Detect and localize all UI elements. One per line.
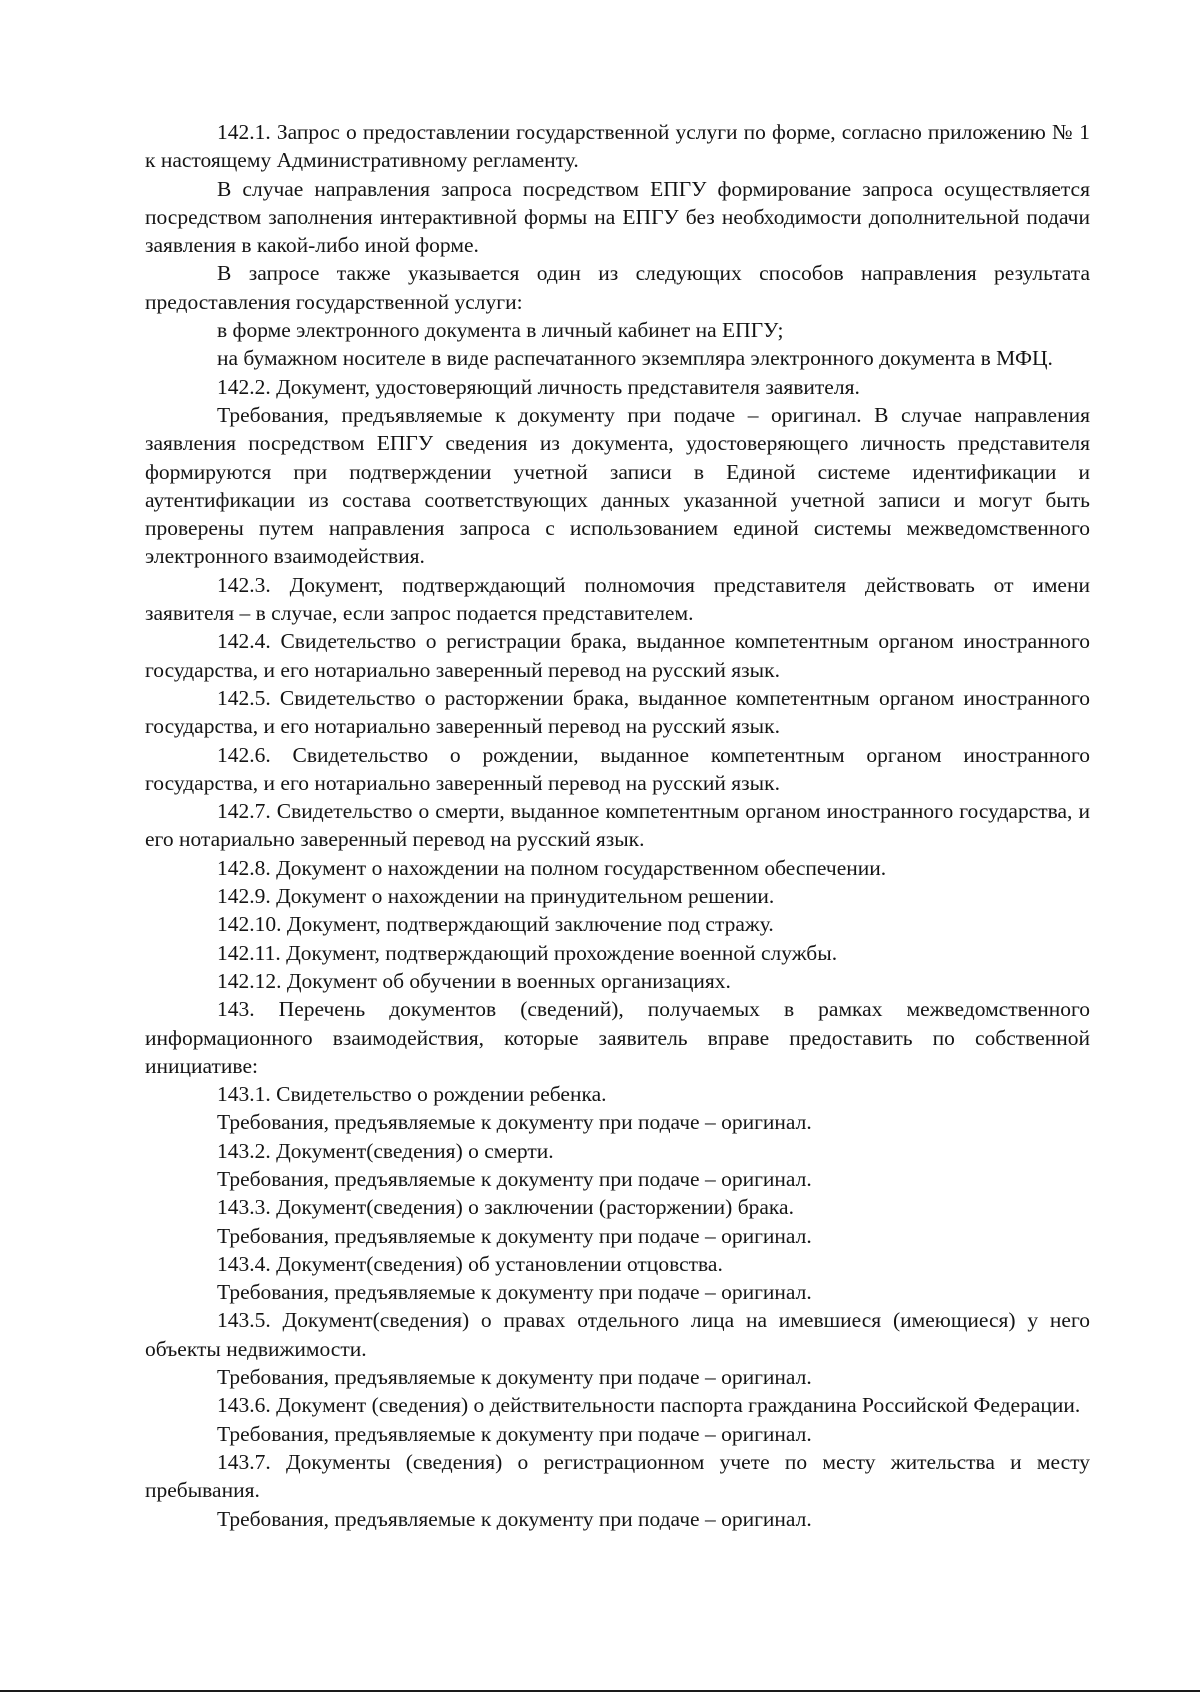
- paragraph-142-7: 142.7. Свидетельство о смерти, выданное компетентным органом иностранного государства, и его нотариально заверенный перевод на русский язык.: [145, 799, 1090, 852]
- paragraph-143-4-requirements: Требования, предъявляемые к документу при подаче – оригинал.: [217, 1280, 812, 1305]
- paragraph-142-12: 142.12. Документ об обучении в военных организациях.: [217, 968, 731, 993]
- paragraph-142-4: 142.4. Свидетельство о регистрации брака, выданное компетентным органом иностранного государства, и его нотариально заверенный перевод на русский язык.: [145, 629, 1090, 682]
- paragraph-142-10: 142.10. Документ, подтверждающий заключение под стражу.: [217, 912, 774, 937]
- paragraph-143-1-requirements: Требования, предъявляемые к документу при подаче – оригинал.: [217, 1110, 812, 1135]
- paragraph-143-3-requirements: Требования, предъявляемые к документу при подаче – оригинал.: [217, 1223, 812, 1248]
- paragraph-143-2: 143.2. Документ(сведения) о смерти.: [217, 1138, 554, 1163]
- paragraph-142-8: 142.8. Документ о нахождении на полном государственном обеспечении.: [217, 855, 887, 880]
- paragraph-142-2-requirements: Требования, предъявляемые к документу при подаче – оригинал. В случае направления заявления посредством ЕПГУ сведения из документа, удостоверяющего личность представителя формируются при подтверждении учетной записи в Единой системе идентификации и аутентификации из состава соответствующих данных указанной учетной записи и могут быть проверены путем направления запроса с использованием единой системы межведомственного электронного взаимодействия.: [145, 402, 1090, 569]
- paragraph-142-9: 142.9. Документ о нахождении на принудительном решении.: [217, 884, 775, 909]
- paragraph-142-5: 142.5. Свидетельство о расторжении брака, выданное компетентным органом иностранного государства, и его нотариально заверенный перевод на русский язык.: [145, 685, 1090, 739]
- paragraph-142-6: 142.6. Свидетельство о рождении, выданное компетентным органом иностранного государства, и его нотариально заверенный перевод на русский язык.: [145, 742, 1090, 795]
- paragraph-143-5: 143.5. Документ(сведения) о правах отдельного лица на имевшиеся (имеющиеся) у него объекты недвижимости.: [145, 1308, 1090, 1361]
- paragraph-143-5-requirements: Требования, предъявляемые к документу при подаче – оригинал.: [217, 1365, 812, 1390]
- paragraph-method-paper: на бумажном носителе в виде распечатанного экземпляра электронного документа в МФЦ.: [217, 346, 1053, 371]
- paragraph-143-4: 143.4. Документ(сведения) об установлении отцовства.: [217, 1251, 723, 1276]
- paragraph-143-6: 143.6. Документ (сведения) о действительности паспорта гражданина Российской Федерации.: [217, 1393, 1081, 1418]
- document-page: [145, 118, 1090, 1533]
- paragraph-143-2-requirements: Требования, предъявляемые к документу при подаче – оригинал.: [217, 1166, 812, 1191]
- paragraph-142-11: 142.11. Документ, подтверждающий прохождение военной службы.: [217, 940, 838, 965]
- paragraph-142-1: 142.1. Запрос о предоставлении государственной услуги по форме, согласно приложению № 1 к настоящему Административному регламенту.: [145, 120, 1090, 173]
- paragraph-143-7-requirements: Требования, предъявляемые к документу при подаче – оригинал.: [217, 1506, 812, 1531]
- page-bottom-edge: [0, 1690, 1200, 1692]
- paragraph-142-2: 142.2. Документ, удостоверяющий личность представителя заявителя.: [217, 374, 860, 399]
- paragraph-143: 143. Перечень документов (сведений), получаемых в рамках межведомственного информационного взаимодействия, которые заявитель вправе предоставить по собственной инициативе:: [145, 997, 1090, 1078]
- paragraph-143-1: 143.1. Свидетельство о рождении ребенка.: [217, 1082, 607, 1107]
- paragraph-method-electronic: в форме электронного документа в личный кабинет на ЕПГУ;: [217, 318, 784, 343]
- paragraph-epgu-request: В случае направления запроса посредством ЕПГУ формирование запроса осуществляется посредством заполнения интерактивной формы на ЕПГУ без необходимости дополнительной подачи заявления в какой-либо иной форме.: [145, 176, 1090, 258]
- paragraph-result-methods: В запросе также указывается один из следующих способов направления результата предоставления государственной услуги:: [145, 261, 1090, 314]
- paragraph-142-3: 142.3. Документ, подтверждающий полномочия представителя действовать от имени заявителя – в случае, если запрос подается представителем.: [145, 572, 1090, 626]
- paragraph-143-7: 143.7. Документы (сведения) о регистрационном учете по месту жительства и месту пребывания.: [145, 1449, 1090, 1503]
- paragraph-143-6-requirements: Требования, предъявляемые к документу при подаче – оригинал.: [217, 1421, 812, 1446]
- paragraph-143-3: 143.3. Документ(сведения) о заключении (расторжении) брака.: [217, 1195, 794, 1220]
